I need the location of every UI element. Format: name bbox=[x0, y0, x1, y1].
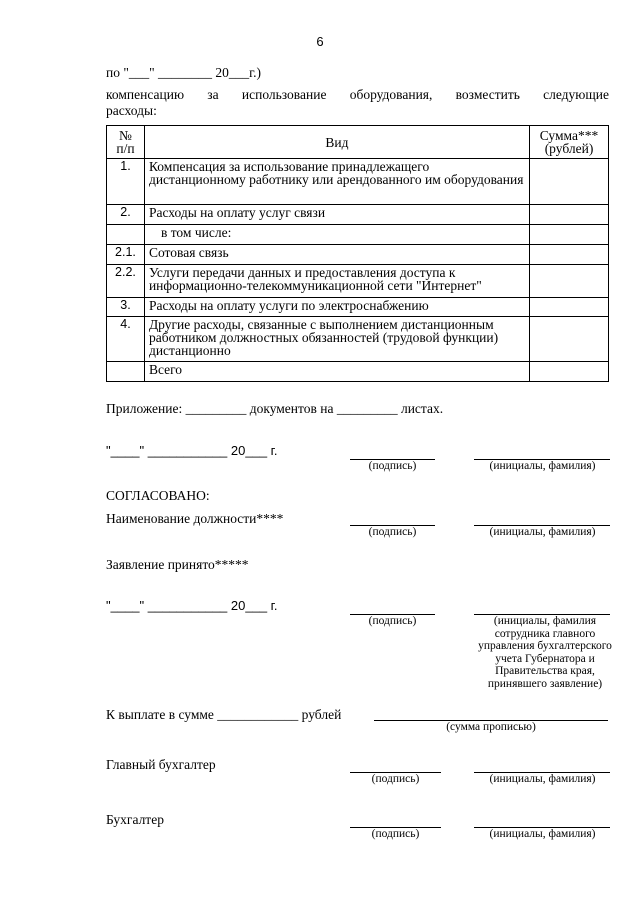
date-field-1[interactable]: "____" ___________ 20___ г. bbox=[106, 443, 278, 458]
expenses-table bbox=[106, 125, 609, 382]
table-row bbox=[107, 362, 609, 382]
accountant-label: Бухгалтер bbox=[106, 812, 164, 827]
initials-caption: (инициалы, фамилия) bbox=[489, 460, 596, 472]
row-text: Сотовая связь bbox=[144, 245, 529, 265]
date-field-2[interactable]: "____" ___________ 20___ г. bbox=[106, 598, 278, 613]
intro-line-1: компенсацию за использование оборудования, возместить следующие bbox=[106, 87, 609, 102]
signature-caption: (подпись) bbox=[368, 460, 417, 472]
table-row: 2. Расходы на оплату услуг связи bbox=[107, 205, 609, 225]
attachment-line: Приложение: _________ документов на _________ листах. bbox=[106, 401, 444, 416]
row-text: Услуги передачи данных и предоставления доступа к информационно-телекоммуникационной сети "Интернет" bbox=[144, 265, 529, 298]
initials-caption: (инициалы, фамилия) bbox=[489, 526, 596, 538]
sum-cell[interactable] bbox=[530, 205, 609, 225]
signature-caption: (подпись) bbox=[371, 828, 420, 840]
table-row: 2.2. Услуги передачи данных и предоставления доступа к информационно-телекоммуникационной сети "Интернет" bbox=[107, 265, 609, 298]
signature-caption: (подпись) bbox=[371, 773, 420, 785]
page-number: 6 bbox=[316, 34, 324, 49]
signature-caption: (подпись) bbox=[368, 526, 417, 538]
row-text: в том числе: bbox=[144, 225, 529, 245]
table-row: 4. Другие расходы, связанные с выполнением дистанционным работником должностных обязанностей (трудовой функции) дистанционно bbox=[107, 317, 609, 362]
sum-cell[interactable] bbox=[530, 317, 609, 362]
row-text: Расходы на оплату услуг связи bbox=[144, 205, 529, 225]
initials-caption: (инициалы, фамилия) bbox=[489, 773, 596, 785]
header-sum: Сумма*** (рублей) bbox=[530, 126, 609, 159]
table-row: 1. Компенсация за использование принадлежащего дистанционному работнику или арендованного им оборудования bbox=[107, 159, 609, 205]
date-line: по "___" ________ 20___г.) bbox=[106, 65, 262, 80]
row-text: Другие расходы, связанные с выполнением дистанционным работником должностных обязанностей (трудовой функции) дистанционно bbox=[144, 317, 529, 362]
table-row: 3. Расходы на оплату услуги по электроснабжению bbox=[107, 298, 609, 317]
table-row bbox=[107, 225, 609, 245]
row-text: Расходы на оплату услуги по электроснабжению bbox=[144, 298, 529, 317]
sum-cell[interactable] bbox=[530, 298, 609, 317]
position-name: Наименование должности**** bbox=[106, 511, 284, 526]
initials-caption: (инициалы, фамилия) bbox=[489, 828, 596, 840]
sum-cell[interactable] bbox=[530, 225, 609, 245]
row-text: Компенсация за использование принадлежащего дистанционному работнику или арендованного им оборудования bbox=[144, 159, 529, 205]
amount-words-caption: (сумма прописью) bbox=[446, 721, 536, 733]
sum-cell[interactable] bbox=[530, 245, 609, 265]
payout-line: К выплате в сумме ____________ рублей bbox=[106, 707, 342, 722]
header-kind: Вид bbox=[144, 126, 529, 159]
initials-long-caption: (инициалы, фамилия сотрудника главного управления бухгалтерского учета Губернатора и Правительства края, принявшего заявление) bbox=[478, 615, 612, 690]
sum-cell[interactable] bbox=[530, 159, 609, 205]
row-text: Всего bbox=[144, 362, 529, 382]
chief-accountant-label: Главный бухгалтер bbox=[106, 757, 216, 772]
header-num: № п/п bbox=[107, 126, 145, 159]
table-row: 2.1. Сотовая связь bbox=[107, 245, 609, 265]
agreed-heading: СОГЛАСОВАНО: bbox=[106, 488, 210, 503]
intro-line-2: расходы: bbox=[106, 103, 157, 118]
application-accepted: Заявление принято***** bbox=[106, 557, 249, 572]
sum-cell[interactable] bbox=[530, 265, 609, 298]
signature-caption: (подпись) bbox=[368, 615, 417, 627]
sum-cell[interactable] bbox=[530, 362, 609, 382]
